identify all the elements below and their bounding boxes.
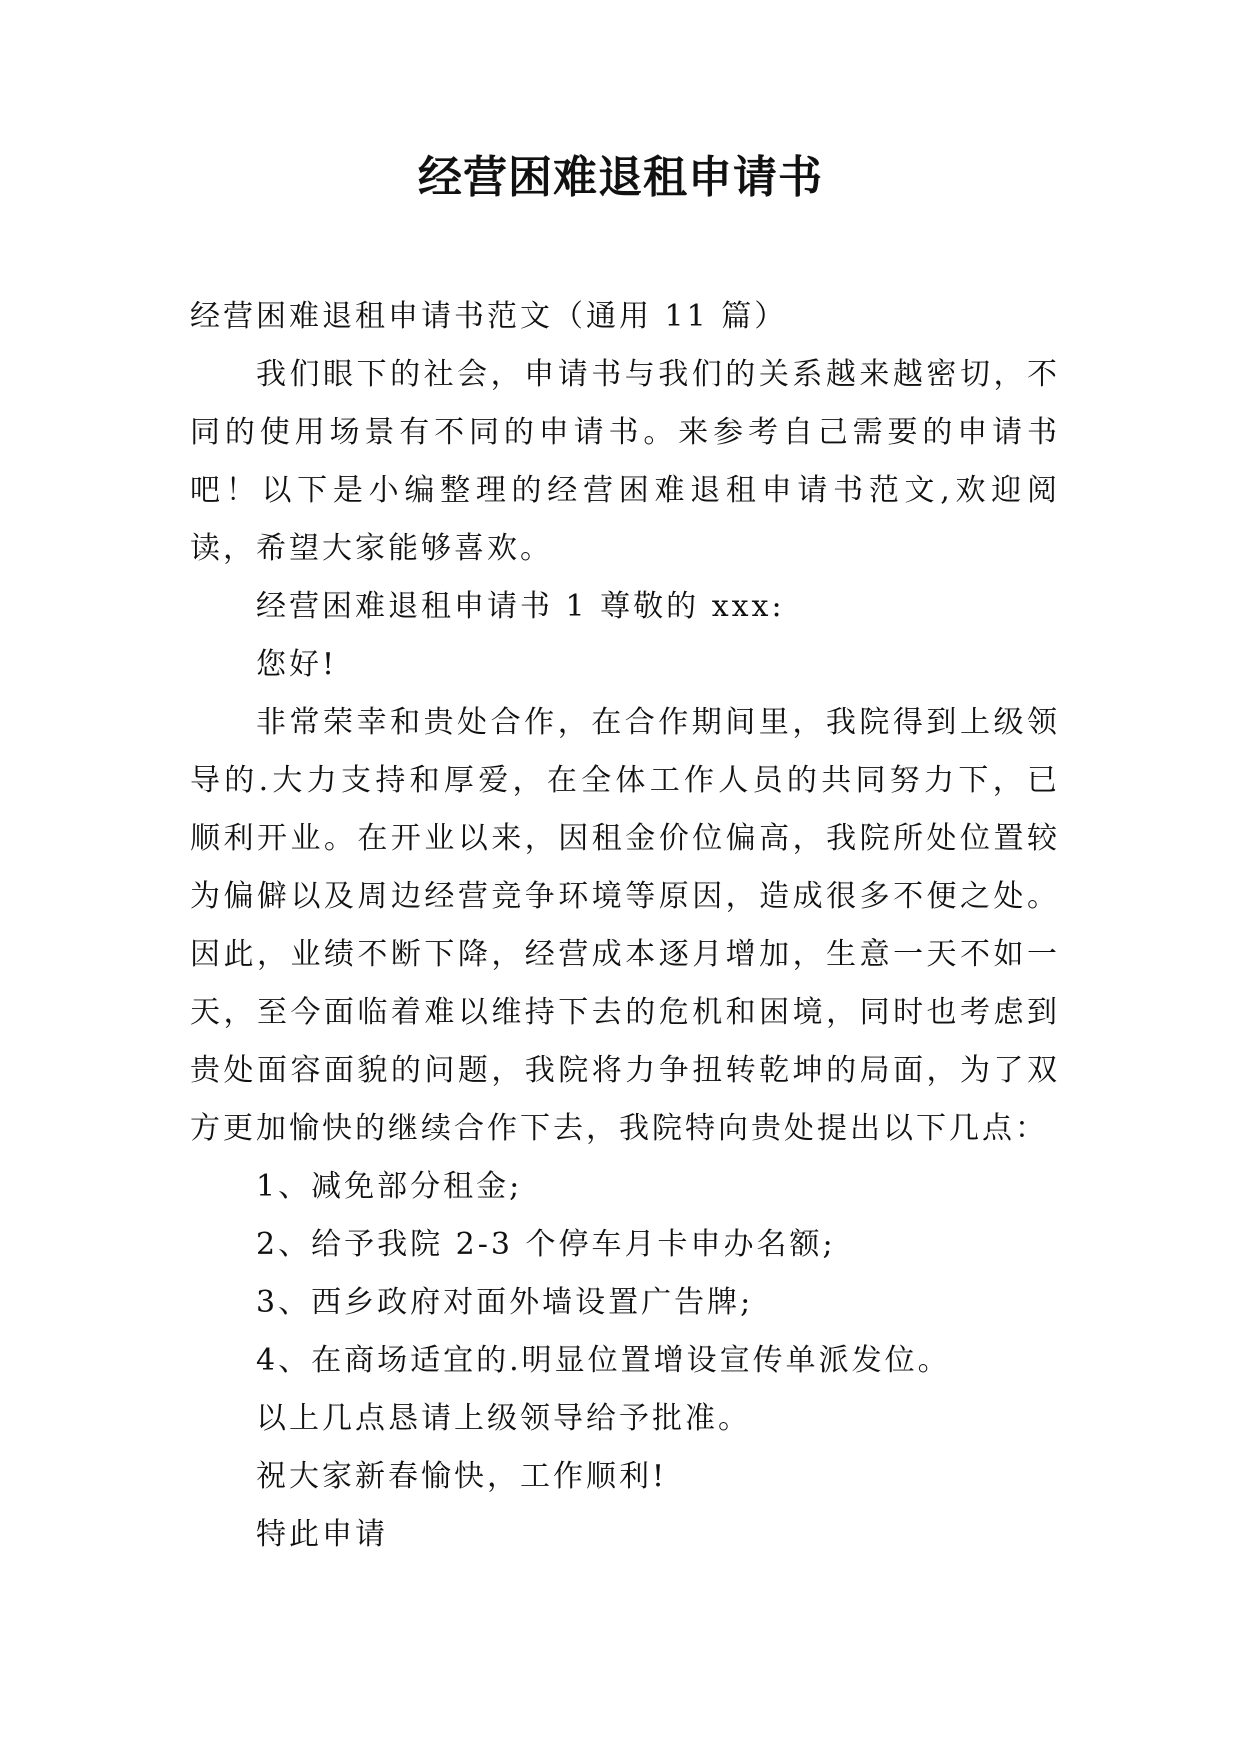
greeting: 您好! (256, 647, 338, 682)
approval-line: 以上几点恳请上级领导给予批准。 (256, 1401, 751, 1436)
document-title: 经营困难退租申请书 (418, 152, 823, 203)
letter-heading: 经营困难退租申请书 1 尊敬的 xxx: (256, 589, 785, 624)
request-item: 4、在商场适宜的.明显位置增设宣传单派发位。 (256, 1343, 951, 1378)
request-item: 1、减免部分租金; (256, 1169, 523, 1204)
main-paragraph: 非常荣幸和贵处合作，在合作期间里，我院得到上级领导的.大力支持和厚爱，在全体工作人员的共同努力下，已顺利开业。在开业以来，因租金价位偏高，我院所处位置较为偏僻以及周边经营竞争环境等原因，造成很多不便之处。因此，业绩不断下降，经营成本逐月增加，生意一天不如一天，至今面临着难以维持下去的危机和困境，同时也考虑到贵处面容面貌的问题，我院将力争扭转乾坤的局面，为了双方更加愉快的继续合作下去，我院特向贵处提出以下几点： (190, 705, 1060, 1146)
wishes-line: 祝大家新春愉快，工作顺利! (256, 1459, 668, 1494)
request-item: 3、西乡政府对面外墙设置广告牌; (256, 1285, 754, 1320)
document-body (190, 288, 1060, 1564)
intro-paragraph: 我们眼下的社会，申请书与我们的关系越来越密切，不同的使用场景有不同的申请书。来参考自己需要的申请书吧！以下是小编整理的经营困难退租申请书范文,欢迎阅读，希望大家能够喜欢。 (190, 357, 1060, 566)
closing-line: 特此申请 (256, 1517, 388, 1552)
request-item: 2、给予我院 2-3 个停车月卡申办名额; (256, 1227, 836, 1262)
document-subtitle: 经营困难退租申请书范文（通用 11 篇） (190, 299, 788, 334)
